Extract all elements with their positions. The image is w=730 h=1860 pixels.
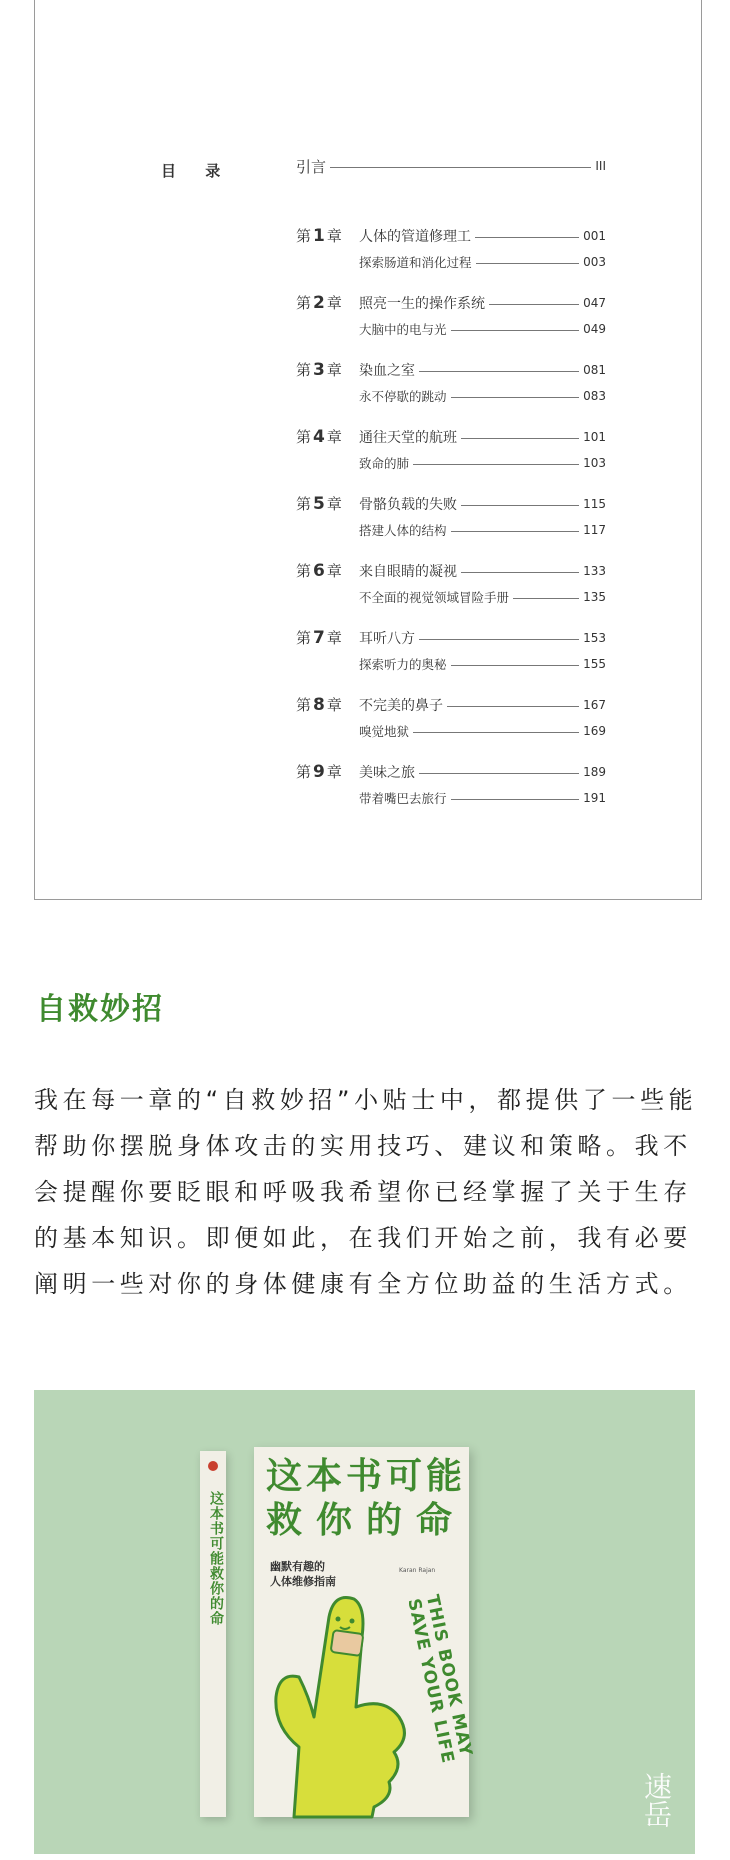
chapter-number: 第 1 章 xyxy=(296,226,342,246)
toc-chapter-5 xyxy=(296,493,606,543)
spine-title: 这本书可能救你的命 xyxy=(208,1491,224,1626)
chapter-subtitle-row xyxy=(359,452,606,474)
toc-intro-page: III xyxy=(595,159,606,173)
chapter-title: 照亮一生的操作系统 xyxy=(359,296,485,312)
cover-author: Karan Rajan xyxy=(399,1567,436,1574)
chapter-subtitle-page: 135 xyxy=(583,590,606,604)
chapter-page: 167 xyxy=(583,698,606,712)
chapter-subtitle: 带着嘴巴去旅行 xyxy=(359,791,447,806)
chapter-subtitle: 致命的肺 xyxy=(359,456,410,471)
toc-chapter-7 xyxy=(296,627,606,677)
toc-chapter-6 xyxy=(296,560,606,610)
chapter-number: 第 4 章 xyxy=(296,427,342,447)
chapter-subtitle: 探索听力的奥秘 xyxy=(359,657,447,672)
chapter-number: 第 5 章 xyxy=(296,494,342,514)
toc-chapter-8 xyxy=(296,694,606,744)
chapter-subtitle-page: 083 xyxy=(583,389,606,403)
chapter-page: 133 xyxy=(583,564,606,578)
chapter-title-row xyxy=(359,225,606,247)
cover-english-title: THIS BOOK MAY SAVE YOUR LIFE xyxy=(403,1592,476,1766)
chapter-title: 来自眼睛的凝视 xyxy=(359,564,457,580)
body-paragraph: 我在每一章的“自救妙招”小贴士中，都提供了一些能帮助你摆脱身体攻击的实用技巧、建议和策略。我不会提醒你要眨眼和呼吸我希望你已经掌握了关于生存的基本知识。即便如此，在我们开始之前，我有必要阐明一些对你的身体健康有全方位助益的生活方式。 xyxy=(34,1086,698,1298)
chapter-title-row xyxy=(359,627,606,649)
book-front-cover xyxy=(254,1447,476,1817)
chapter-page: 001 xyxy=(583,229,606,243)
toc-intro-title: 引言 xyxy=(296,157,327,176)
toc-chapter-3 xyxy=(296,359,606,409)
chapter-subtitle-page: 191 xyxy=(583,791,606,805)
publisher-logo-icon xyxy=(208,1461,218,1471)
chapter-number: 第 3 章 xyxy=(296,360,342,380)
chapter-title: 耳听八方 xyxy=(359,631,415,647)
toc-chapter-2 xyxy=(296,292,606,342)
chapter-title: 通往天堂的航班 xyxy=(359,430,457,446)
chapter-subtitle: 嗅觉地狱 xyxy=(359,724,410,739)
chapter-title-row xyxy=(359,426,606,448)
chapter-subtitle: 搭建人体的结构 xyxy=(359,523,447,538)
chapter-subtitle-page: 003 xyxy=(583,255,606,269)
chapter-title: 人体的管道修理工 xyxy=(359,229,471,245)
chapter-page: 189 xyxy=(583,765,606,779)
chapter-title-row xyxy=(359,694,606,716)
chapter-number: 第 8 章 xyxy=(296,695,342,715)
section-title: 自救妙招 xyxy=(36,992,164,1027)
chapter-page: 047 xyxy=(583,296,606,310)
toc-intro-row xyxy=(296,155,606,177)
brand-seal: 速岳 xyxy=(640,1772,673,1828)
chapter-title-row xyxy=(359,761,606,783)
chapter-page: 081 xyxy=(583,363,606,377)
chapter-subtitle-page: 155 xyxy=(583,657,606,671)
chapter-title-row xyxy=(359,493,606,515)
chapter-subtitle-row xyxy=(359,519,606,541)
cover-title: 这本书可能 救你的命 xyxy=(266,1456,467,1541)
chapter-subtitle-page: 103 xyxy=(583,456,606,470)
chapter-title-row xyxy=(359,560,606,582)
toc-chapter-4 xyxy=(296,426,606,476)
chapter-title: 骨骼负载的失败 xyxy=(359,497,457,513)
chapter-number: 第 7 章 xyxy=(296,628,342,648)
chapter-subtitle: 永不停歇的跳动 xyxy=(359,389,447,404)
chapter-subtitle-page: 117 xyxy=(583,523,606,537)
chapter-number: 第 9 章 xyxy=(296,762,342,782)
toc-chapter-9 xyxy=(296,761,606,811)
chapter-subtitle-row xyxy=(359,653,606,675)
chapter-subtitle: 不全面的视觉领域冒险手册 xyxy=(359,590,510,605)
chapter-number: 第 6 章 xyxy=(296,561,342,581)
chapter-subtitle-row xyxy=(359,251,606,273)
chapter-subtitle-page: 169 xyxy=(583,724,606,738)
chapter-subtitle-page: 049 xyxy=(583,322,606,336)
book-spine xyxy=(200,1451,226,1817)
book-cover-photo xyxy=(34,1390,695,1854)
chapter-subtitle: 大脑中的电与光 xyxy=(359,322,447,337)
chapter-page: 153 xyxy=(583,631,606,645)
toc-leader-line xyxy=(330,167,591,168)
chapter-title-row xyxy=(359,292,606,314)
toc-chapter-1 xyxy=(296,225,606,275)
chapter-number: 第 2 章 xyxy=(296,293,342,313)
chapter-title-row xyxy=(359,359,606,381)
chapter-title: 染血之室 xyxy=(359,363,415,379)
chapter-title: 不完美的鼻子 xyxy=(359,698,443,714)
chapter-subtitle-row xyxy=(359,318,606,340)
chapter-page: 115 xyxy=(583,497,606,511)
toc-page xyxy=(34,0,702,900)
chapter-subtitle-row xyxy=(359,720,606,742)
chapter-subtitle: 探索肠道和消化过程 xyxy=(359,255,472,270)
chapter-subtitle-row xyxy=(359,787,606,809)
chapter-title: 美味之旅 xyxy=(359,765,415,781)
cover-subtitle: 幽默有趣的 人体维修指南 xyxy=(270,1560,336,1588)
chapter-subtitle-row xyxy=(359,385,606,407)
chapter-subtitle-row xyxy=(359,586,606,608)
thumbs-up-hand-icon xyxy=(254,1577,424,1817)
toc-heading: 目 录 xyxy=(161,162,233,180)
chapter-page: 101 xyxy=(583,430,606,444)
